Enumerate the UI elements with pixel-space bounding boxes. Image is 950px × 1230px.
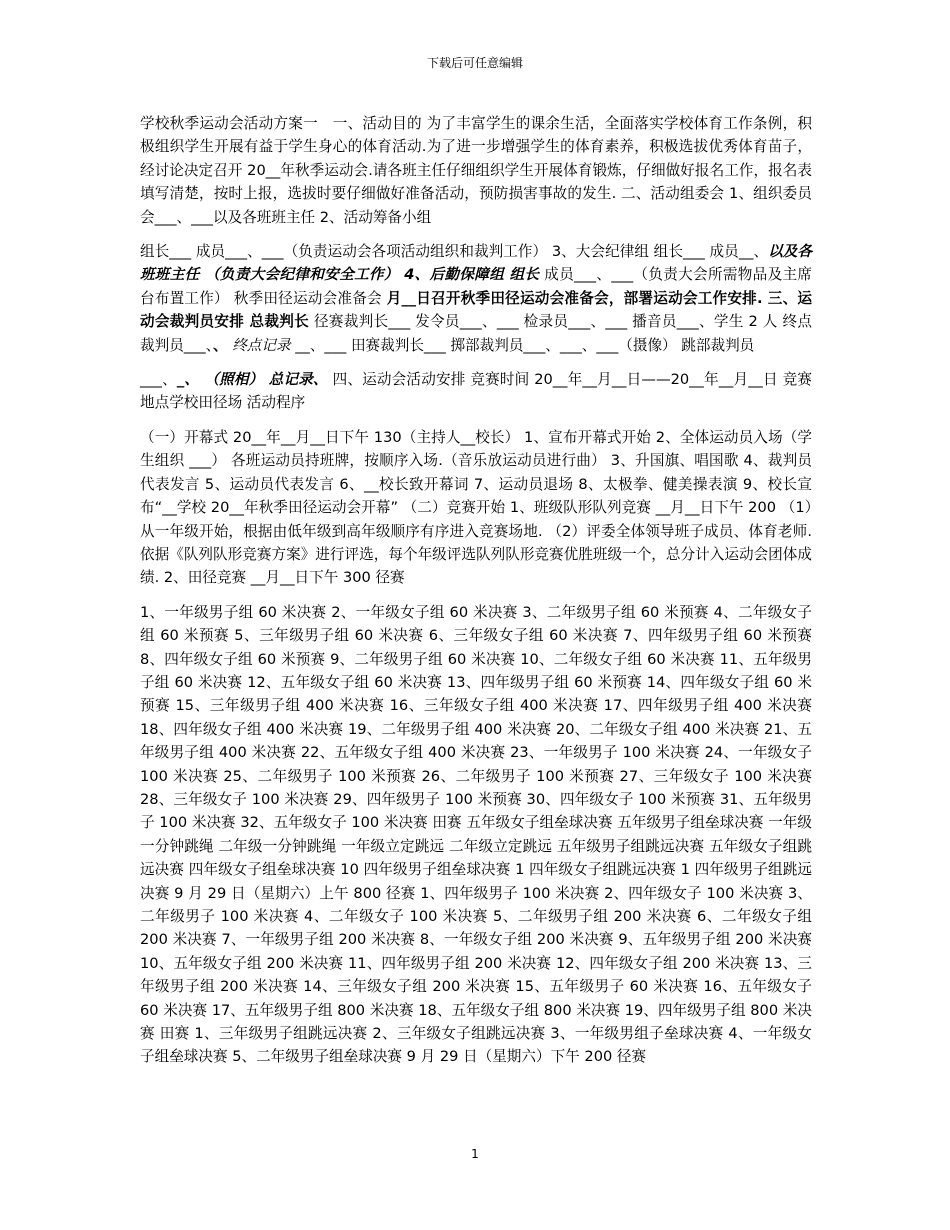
page-number: 1 [471, 1147, 479, 1161]
paragraph-schedule [140, 368, 812, 415]
page-header: 下载后可任意编辑 [426, 56, 523, 70]
text-run: ___、 [140, 371, 177, 389]
text-run-bold: 月__日召开秋季田径运动会准备会，部署运动会工作安排. 三、运动会裁判员安排 总裁判长 [140, 289, 812, 331]
document-body [140, 112, 812, 1075]
text-run: 四、运动会活动安排 竞赛时间 20__年__月__日——20__年__月__日 竞赛地点学校田径场 活动程序 [140, 371, 812, 412]
text-run: 组长___ 成员___、___（负责运动会各项活动组织和裁判工作） 3、大会纪律组 组长___ 成员__、 [140, 243, 769, 261]
paragraph-opening: （一）开幕式 20__年__月__日下午 130（主持人__校长） 1、宣布开幕式开始 2、全体运动员入场（学生组织 ___） 各班运动员持班牌，按顺序入场.（音乐放运动员进行曲） 3、升国旗、唱国歌 4、裁判员代表发言 5、运动员代表发言 6、__校长致开幕词 7、运动员退场 8、太极拳、健美操表演 9、校长宣布“__学校 20__年秋季田径运动会开幕” （二）竞赛开始 1、班级队形队列竞赛 __月__日下午 200 （1）从一年级开始，根据由低年级到高年级顺序有序进入竞赛场地. （2）评委全体领导班子成员、体育老师.依据《队列队形竞赛方案》进行评选，每个年级评选队列队形竞赛优胜班级一个，总分计入运动会团体成绩. 2、田径竞赛 __月__日下午 300 径赛 [140, 428, 812, 587]
text-run: 径赛裁判长___ 发令员___、___ 检录员___、___ 播音员___、学生 2 人 终点裁判员___、 [140, 313, 812, 354]
text-run: __、___ 田赛裁判长___ 掷部裁判员___、___、___（摄像） 跳部裁判员 [290, 336, 755, 354]
text-run-bold-italic: _、 （照相） 总记录、 [176, 371, 328, 389]
text-run-italic: 终点记录 [227, 336, 291, 354]
text-run: 成员___、___（负责大会所需物品及主席台布置工作） 秋季田径运动会准备会 [140, 266, 813, 307]
paragraph-staff [140, 240, 812, 357]
text-run-bold-italic: 以及各班班主任 （负责大会纪律和安全工作） 4、后勤保障组 组长 [140, 243, 812, 284]
text-run-bold: 、 [212, 336, 228, 354]
paragraph-events: 1、一年级男子组 60 米决赛 2、一年级女子组 60 米决赛 3、二年级男子组 60 米预赛 4、二年级女子组 60 米预赛 5、三年级男子组 60 米决赛 6、三年级女子组 60 米决赛 7、四年级男子组 60 米预赛 8、四年级女子组 60 米预赛 9、二年级男子组 60 米决赛 10、二年级女子组 60 米决赛 11、五年级男子组 60 米决赛 12、五年级女子组 60 米决赛 13、四年级男子组 60 米预赛 14、四年级女子组 60 米预赛 15、三年级男子组 400 米决赛 16、三年级女子组 400 米决赛 17、四年级男子组 400 米决赛 18、四年级女子组 400 米决赛 19、二年级男子组 400 米决赛 20、二年级女子组 400 米决赛 21、五年级男子组 400 米决赛 22、五年级女子组 400 米决赛 23、一年级男子 100 米决赛 24、一年级女子 100 米决赛 25、二年级男子 100 米预赛 26、二年级男子 100 米预赛 27、三年级女子 100 米决赛 28、三年级女子 100 米决赛 29、四年级男子 100 米预赛 30、四年级女子 100 米预赛 31、五年级男子 100 米决赛 32、五年级女子 100 米决赛 田赛 五年级女子组垒球决赛 五年级男子组垒球决赛 一年级一分钟跳绳 二年级一分钟跳绳 一年级立定跳远 二年级立定跳远 五年级男子组跳远决赛 五年级女子组跳远决赛 四年级女子组垒球决赛 10 四年级男子组垒球决赛 1 四年级女子组跳远决赛 1 四年级男子组跳远决赛 9 月 29 日（星期六）上午 800 径赛 1、四年级男子 100 米决赛 2、四年级女子 100 米决赛 3、二年级男子 100 米决赛 4、二年级女子 100 米决赛 5、二年级男子组 200 米决赛 6、二年级女子组 200 米决赛 7、一年级男子组 200 米决赛 8、一年级女子组 200 米决赛 9、五年级男子组 200 米决赛 10、五年级女子组 200 米决赛 11、四年级男子组 200 米决赛 12、四年级女子组 200 米决赛 13、三年级男子组 200 米决赛 14、三年级女子组 200 米决赛 15、五年级男子 60 米决赛 16、五年级女子 60 米决赛 17、五年级男子组 800 米决赛 18、五年级女子组 800 米决赛 19、四年级男子组 800 米决赛 田赛 1、三年级男子组跳远决赛 2、三年级女子组跳远决赛 3、一年级男组子垒球决赛 4、一年级女子组垒球决赛 5、二年级男子组垒球决赛 9 月 29 日（星期六）下午 200 径赛 [140, 603, 812, 1066]
paragraph-intro: 学校秋季运动会活动方案一 一、活动目的 为了丰富学生的课余生活，全面落实学校体育工作条例，积极组织学生开展有益于学生身心的体育活动.为了进一步增强学生的体育素养，积极选拔优秀体育苗子，经讨论决定召开 20__年秋季运动会.请各班主任仔细组织学生开展体育锻炼，仔细做好报名工作，报名表填写清楚，按时上报，选拔时要仔细做好准备活动，预防损害事故的发生. 二、活动组委会 1、组织委员会___、___以及各班班主任 2、活动筹备小组 [140, 115, 812, 226]
